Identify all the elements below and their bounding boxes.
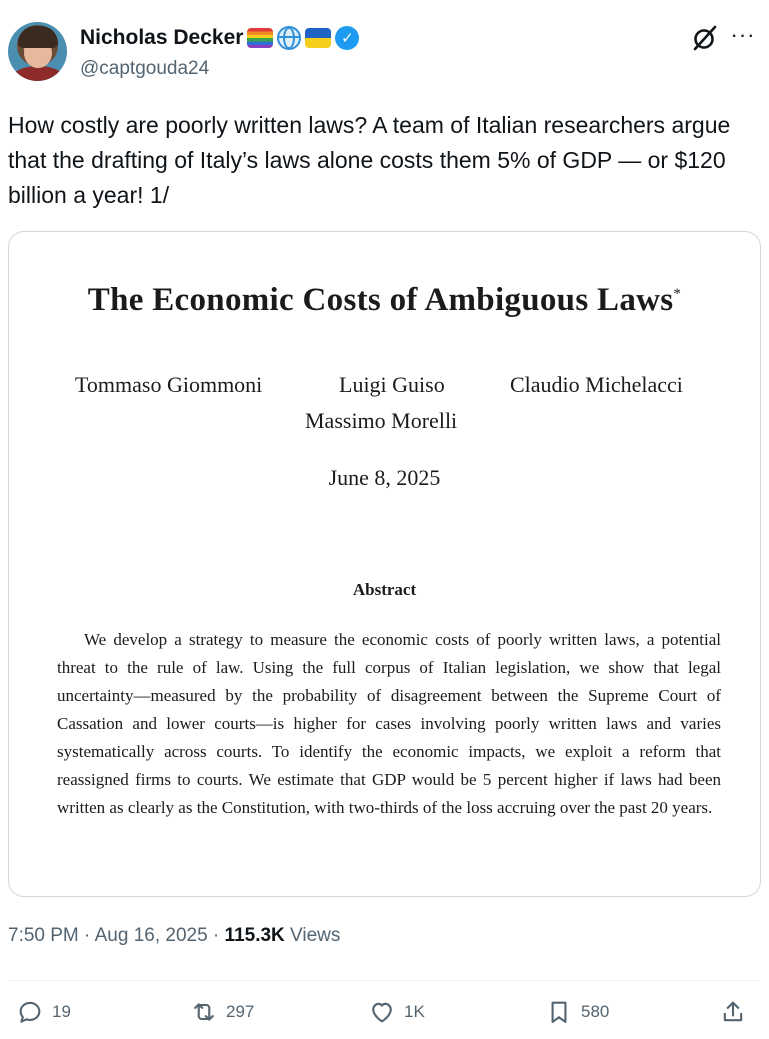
title-footnote-mark: * xyxy=(673,286,682,302)
repost-button[interactable] xyxy=(190,998,254,1026)
more-icon[interactable]: ··· xyxy=(730,22,756,47)
like-icon xyxy=(368,998,396,1026)
meta-separator: · xyxy=(207,925,225,946)
bookmark-icon xyxy=(545,998,573,1026)
like-count: 1K xyxy=(404,1002,425,1021)
paper-date: June 8, 2025 xyxy=(328,465,441,490)
share-button[interactable] xyxy=(719,998,747,1026)
repost-count: 297 xyxy=(226,1002,255,1021)
paper-author: Luigi Guiso xyxy=(339,372,445,397)
repost-icon xyxy=(190,998,218,1026)
tweet-header xyxy=(8,22,761,84)
paper-image[interactable] xyxy=(8,231,761,897)
tweet-text: How costly are poorly written laws? A team of Italian researchers argue that the drafting of Italy’s laws alone costs them 5% of GDP — or $120 billion a year! 1/ xyxy=(8,112,731,208)
views-label: Views xyxy=(284,925,341,946)
rainbow-flag-icon xyxy=(247,28,273,48)
abstract-text: We develop a strategy to measure the economic costs of poorly written laws, a potential threat to the rule of law. Using the full corpus of Italian legislation, we show that legal uncertainty—measured by the probability of disagreement between the Supreme Court of Cassation and lower courts—is higher for cases involving poorly written laws and varies systematically across courts. To identify the economic impacts, we exploit a reform that reassigned firms to courts. We estimate that GDP would be 5 percent higher if laws had been written as clearly as the Constitution, with two-thirds of the loss accruing over the past 20 years. xyxy=(57,630,721,817)
grok-icon[interactable] xyxy=(691,24,719,52)
paper-author: Claudio Michelacci xyxy=(510,372,683,397)
avatar[interactable] xyxy=(8,22,67,81)
like-button[interactable] xyxy=(368,998,425,1026)
action-bar xyxy=(8,998,759,1034)
ukraine-flag-icon xyxy=(305,28,331,48)
reply-icon xyxy=(16,998,44,1026)
author-name-row xyxy=(80,26,359,50)
tweet-meta xyxy=(8,925,340,947)
verified-badge-icon[interactable]: ✓ xyxy=(335,26,359,50)
paper-author: Tommaso Giommoni xyxy=(75,372,263,397)
author-name[interactable]: Nicholas Decker xyxy=(80,26,244,49)
globe-icon xyxy=(277,26,301,50)
meta-separator: · xyxy=(78,925,95,946)
author-handle[interactable]: @captgouda24 xyxy=(80,58,210,79)
paper-title: The Economic Costs of Ambiguous Laws* xyxy=(87,282,682,318)
reply-button[interactable] xyxy=(16,998,71,1026)
tweet-date[interactable]: Aug 16, 2025 xyxy=(94,925,208,946)
bookmark-button[interactable] xyxy=(545,998,609,1026)
paper-author: Massimo Morelli xyxy=(305,408,458,433)
share-icon xyxy=(719,998,747,1026)
views-count: 115.3K xyxy=(224,925,285,946)
tweet-time[interactable]: 7:50 PM xyxy=(8,925,79,946)
paper-page xyxy=(9,232,760,896)
divider xyxy=(8,980,759,981)
abstract-heading: Abstract xyxy=(352,580,417,599)
reply-count: 19 xyxy=(52,1002,71,1021)
bookmark-count: 580 xyxy=(581,1002,610,1021)
